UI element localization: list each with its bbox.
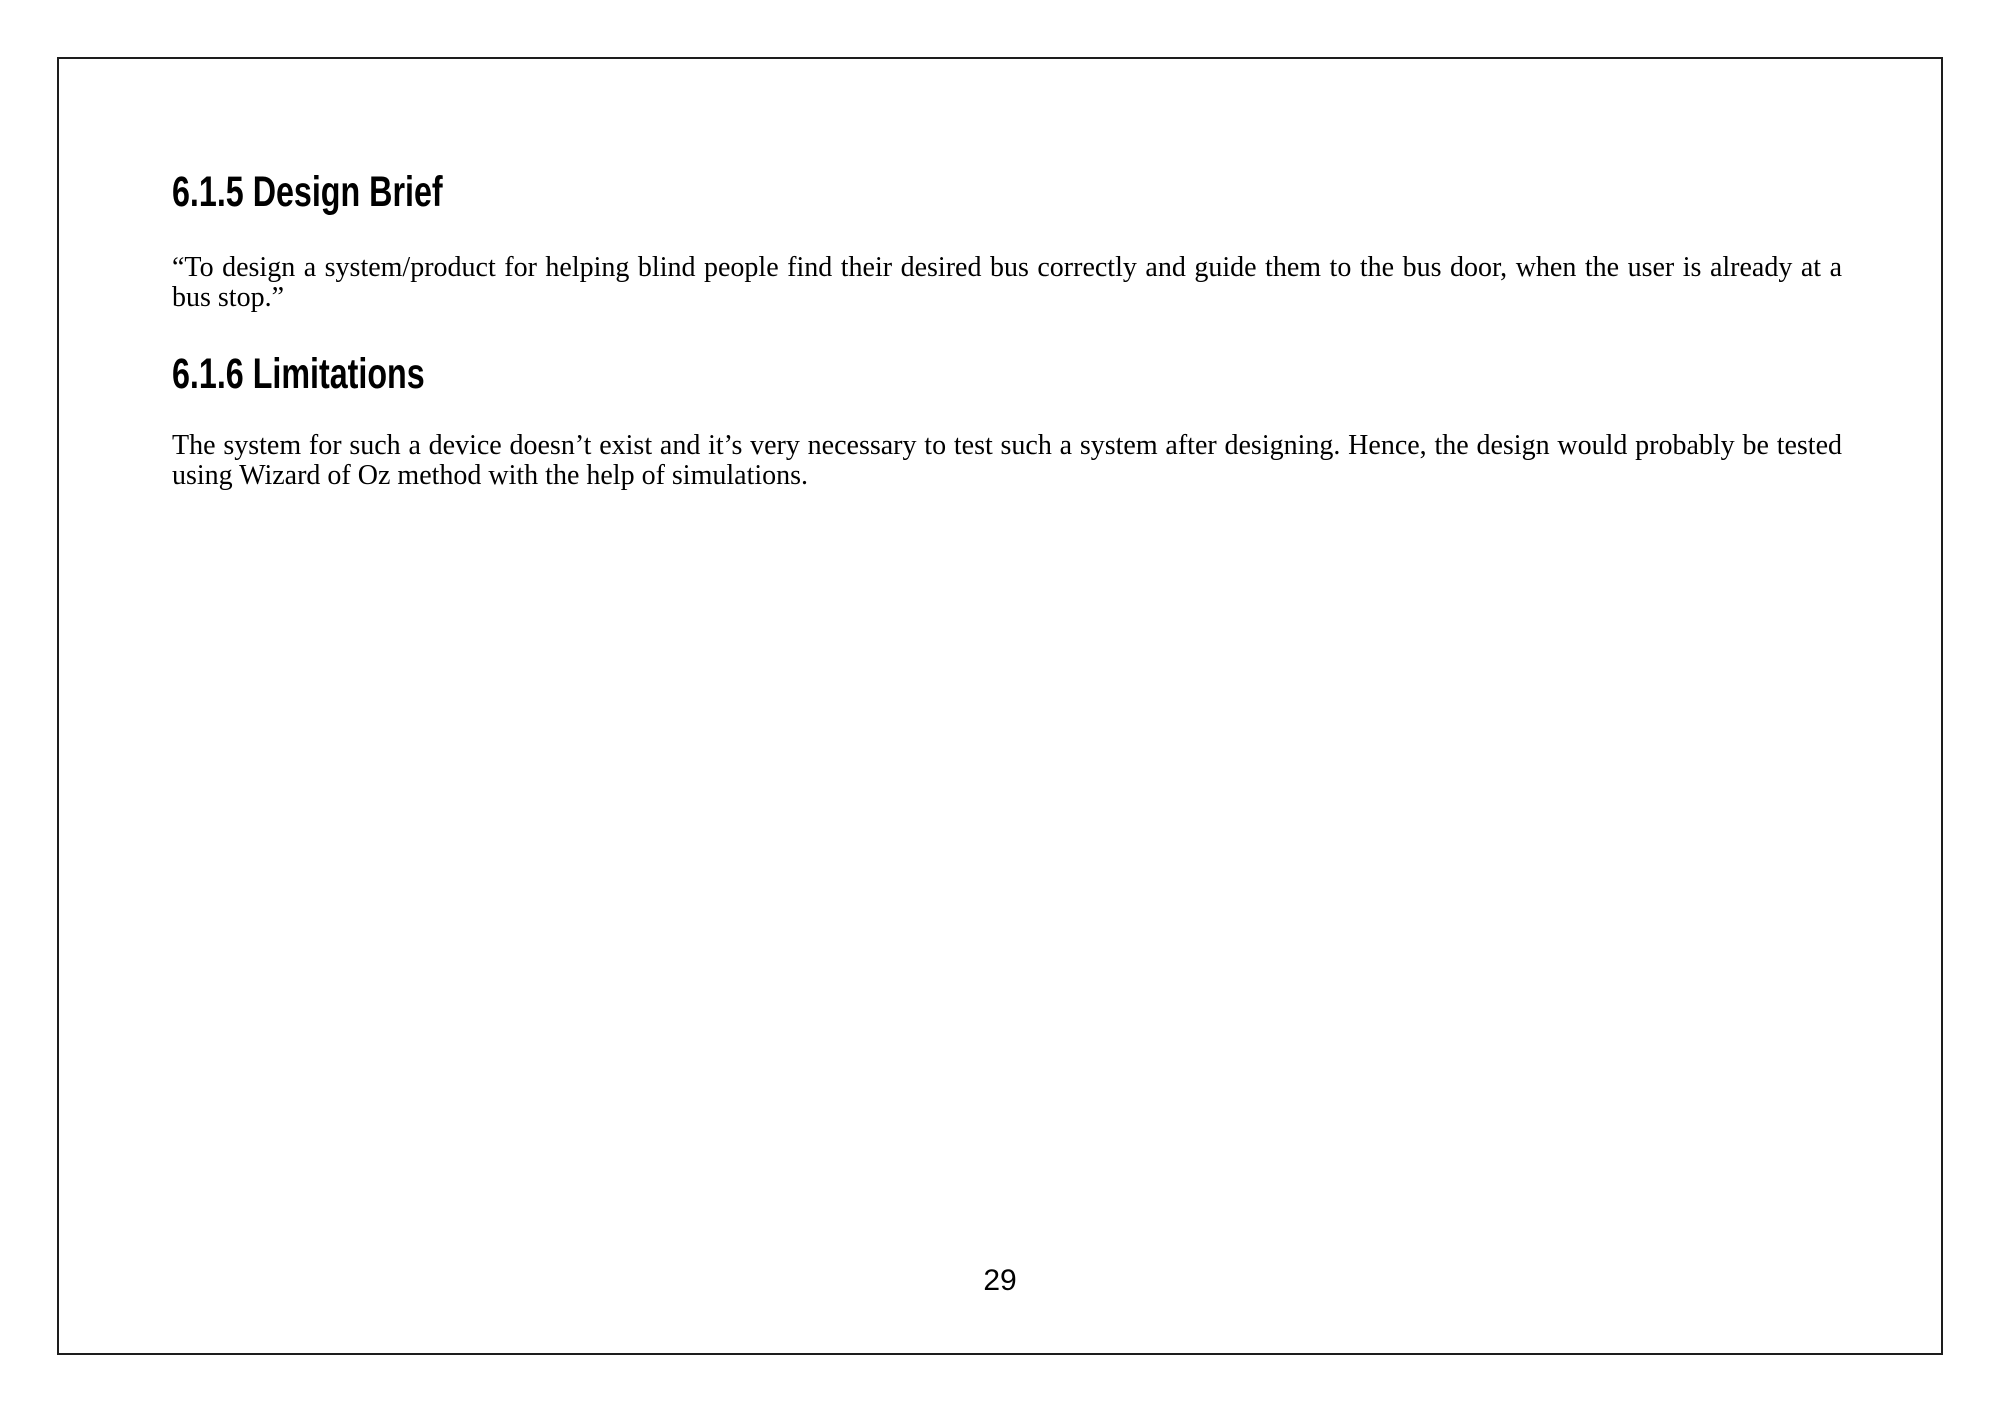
paragraph-design-brief: “To design a system/product for helping blind people find their desired bus correctly and guide them to the bus door, when the user is already at a bus stop.” (172, 252, 1842, 313)
section-heading-limitations: 6.1.6 Limitations (172, 350, 425, 398)
page-number: 29 (983, 1264, 1017, 1297)
paragraph-limitations: The system for such a device doesn’t exist and it’s very necessary to test such a system after designing. Hence, the design would probably be tested using Wizard of Oz method with the help of simulations. (172, 430, 1842, 491)
section-heading-design-brief: 6.1.5 Design Brief (172, 168, 443, 216)
